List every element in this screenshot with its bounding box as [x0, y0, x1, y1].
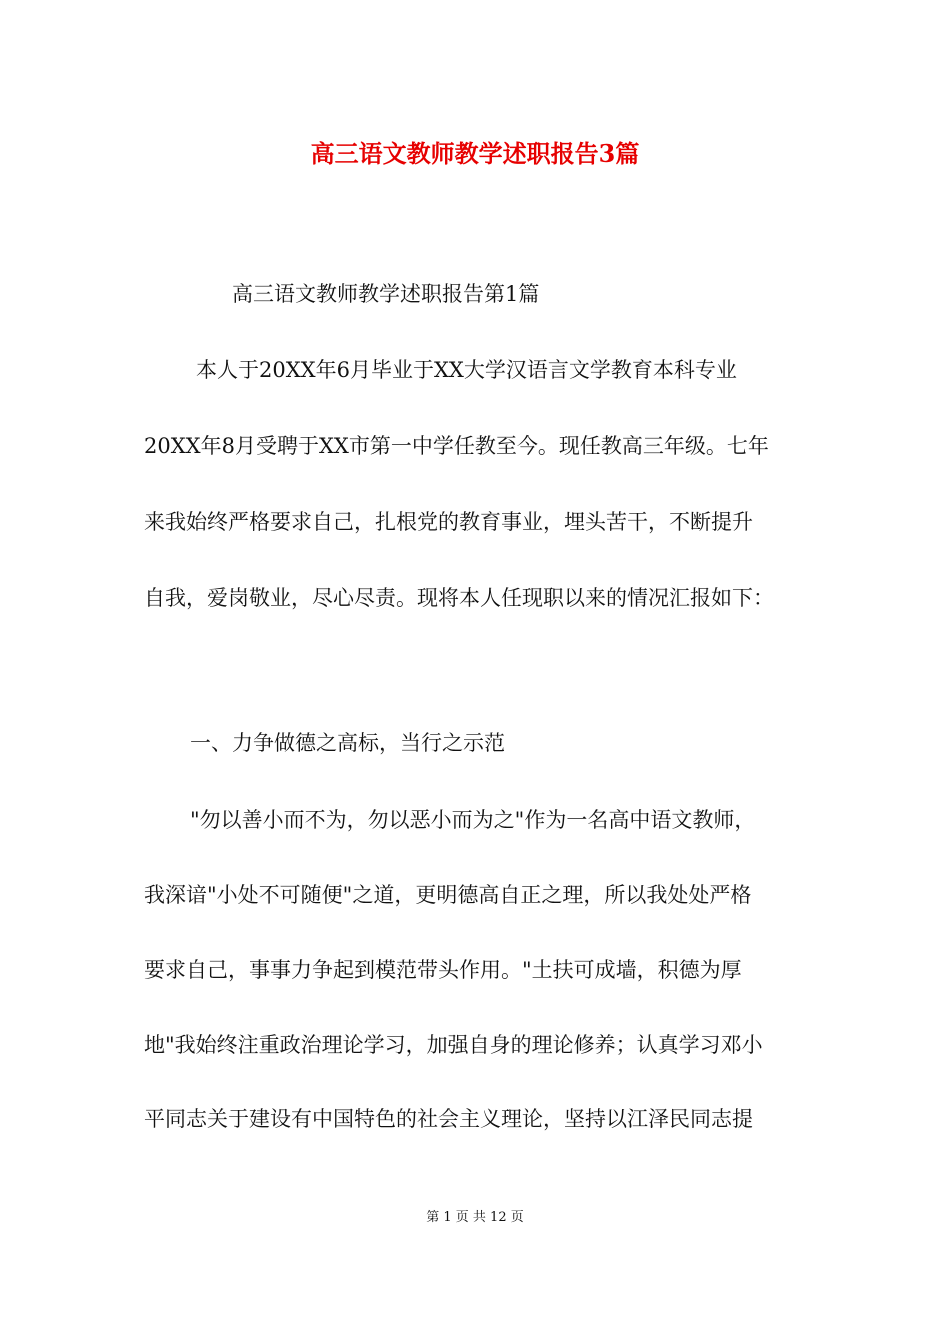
document-title: 高三语文教师教学述职报告3篇 — [310, 139, 640, 168]
page-footer: 第 1 页 共 12 页 — [426, 1210, 524, 1225]
body-line-1: 本人于20XX年6月毕业于XX大学汉语言文学教育本科专业 — [196, 358, 737, 382]
body-line-5: "勿以善小而不为，勿以恶小而为之"作为一名高中语文教师， — [190, 808, 756, 832]
body-line-2: 20XX年8月受聘于XX市第一中学任教至今。现任教高三年级。七年 — [144, 434, 769, 458]
body-line-7: 要求自己，事事力争起到模范带头作用。"土扶可成墙，积德为厚 — [144, 958, 742, 982]
heading-section-1: 一、力争做德之高标，当行之示范 — [190, 731, 505, 755]
section-title: 高三语文教师教学述职报告第1篇 — [232, 282, 540, 306]
body-line-3: 来我始终严格要求自己，扎根党的教育事业，埋头苦干，不断提升 — [144, 510, 753, 534]
body-line-9: 平同志关于建设有中国特色的社会主义理论，坚持以江泽民同志提 — [144, 1107, 753, 1131]
body-line-8: 地"我始终注重政治理论学习，加强自身的理论修养；认真学习邓小 — [144, 1033, 763, 1057]
body-line-6: 我深谙"小处不可随便"之道，更明德高自正之理，所以我处处严格 — [144, 883, 752, 907]
body-line-4: 自我，爱岗敬业，尽心尽责。现将本人任现职以来的情况汇报如下： — [144, 586, 774, 610]
